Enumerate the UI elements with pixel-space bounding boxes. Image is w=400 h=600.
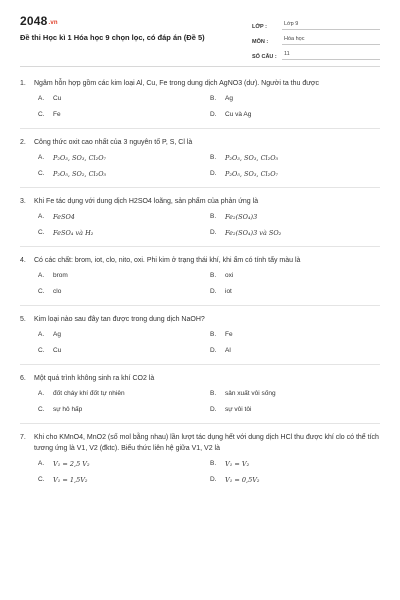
answer-options [20,94,380,120]
meta-value: 11 [282,51,380,60]
option-text: P₂O₅, SO₂, Cl₂O₅ [53,170,107,178]
question-number: 2. [20,139,26,146]
answer-option[interactable] [210,330,382,340]
answer-option[interactable] [210,169,382,179]
option-letter: D. [210,288,217,295]
question-list [20,78,380,501]
option-text: Fe₂(SO₄)3 và SO₂ [225,229,282,237]
question-text: Công thức oxit cao nhất của 3 nguyên tố P, S, Cl là [34,139,193,146]
option-letter: B. [210,460,217,467]
question-text: Ngâm hỗn hợp gồm các kim loại Al, Cu, Fe trong dung dịch AgNO3 (dư). Người ta thu được [34,80,320,87]
question-number: 4. [20,257,26,264]
option-text: FeSO4 [53,213,75,221]
option-text: V₁ = 0,5V₂ [225,476,260,484]
question-number: 6. [20,375,26,382]
answer-option[interactable] [38,271,210,281]
answer-options [20,459,380,485]
answer-option[interactable] [38,459,210,469]
option-text: Al [225,347,231,354]
question-text-row [20,137,380,148]
option-letter: D. [210,406,217,413]
option-letter: C. [38,347,45,354]
answer-option[interactable] [210,475,382,485]
meta-label: MÔN : [252,39,269,45]
meta-value: Lớp 9 [282,21,380,30]
meta-panel [252,15,380,60]
question-5 [20,314,380,365]
answer-options [20,153,380,179]
question-6 [20,373,380,424]
option-text: P₂O₃, SO₃, Cl₂O₇ [53,154,107,162]
meta-value: Hóa học [282,36,380,45]
answer-options [20,389,380,415]
option-letter: D. [210,476,217,483]
answer-option[interactable] [210,212,382,222]
document-title: Đề thi Học kì 1 Hóa học 9 chọn lọc, có đáp án (Đề 5) [20,33,205,42]
answer-option[interactable] [38,346,210,356]
option-text: Fe [225,331,233,338]
option-text: brom [53,272,68,279]
option-text: V₁ = V₂ [225,460,250,468]
question-number: 3. [20,198,26,205]
option-letter: D. [210,111,217,118]
answer-option[interactable] [38,389,210,399]
header-divider [20,66,380,67]
answer-option[interactable] [210,287,382,297]
option-text: FeSO₄ và H₂ [53,229,94,237]
answer-option[interactable] [210,389,382,399]
option-text: Cu [53,95,62,102]
question-2 [20,137,380,188]
site-logo[interactable] [20,14,58,28]
meta-row-subject [252,30,380,45]
option-text: V₁ = 1,5V₂ [53,476,88,484]
option-letter: B. [210,95,217,102]
answer-option[interactable] [38,228,210,238]
option-letter: C. [38,406,45,413]
option-text: Cu và Ag [225,111,252,118]
answer-option[interactable] [38,212,210,222]
option-letter: C. [38,288,45,295]
option-text: V₁ = 2,5 V₂ [53,460,90,468]
answer-option[interactable] [210,346,382,356]
option-text: Fe [53,111,61,118]
question-text-row [20,373,380,384]
answer-option[interactable] [38,330,210,340]
option-letter: D. [210,170,217,177]
option-letter: C. [38,170,45,177]
question-number: 5. [20,316,26,323]
option-text: iot [225,288,232,295]
option-letter: B. [210,154,217,161]
question-text-row [20,196,380,207]
option-letter: D. [210,229,217,236]
option-letter: C. [38,229,45,236]
option-text: sự vôi tôi [225,406,252,413]
answer-options [20,212,380,238]
question-4 [20,255,380,306]
meta-label: LỚP : [252,24,267,30]
option-letter: A. [38,460,45,467]
question-number: 7. [20,434,26,441]
option-letter: D. [210,347,217,354]
option-letter: A. [38,213,45,220]
option-letter: C. [38,111,45,118]
question-1 [20,78,380,129]
option-letter: B. [210,331,217,338]
answer-option[interactable] [38,287,210,297]
answer-option[interactable] [210,94,382,104]
answer-option[interactable] [210,271,382,281]
question-text: Khi Fe tác dụng với dung dịch H2SO4 loãng, sản phẩm của phản ứng là [34,198,259,205]
question-number: 1. [20,80,26,87]
question-text-row [20,78,380,89]
question-text-row [20,314,380,325]
answer-option[interactable] [210,228,382,238]
question-text-row [20,432,380,454]
question-7 [20,432,380,493]
option-text: đốt cháy khí đốt tự nhiên [53,390,125,397]
option-letter: A. [38,390,45,397]
answer-option[interactable] [210,153,382,163]
option-text: oxi [225,272,234,279]
answer-option[interactable] [210,459,382,469]
option-letter: A. [38,154,45,161]
option-letter: B. [210,213,217,220]
answer-option[interactable] [38,153,210,163]
answer-option[interactable] [210,110,382,120]
option-text: sự hô hấp [53,406,83,413]
option-letter: A. [38,331,45,338]
meta-row-count [252,45,380,60]
option-text: P₂O₅, SO₃, Cl₂O₇ [225,170,279,178]
option-letter: B. [210,390,217,397]
logo-suffix: .vn [48,20,58,26]
option-letter: C. [38,476,45,483]
option-letter: B. [210,272,217,279]
answer-option[interactable] [210,405,382,415]
logo-text: 2048 [20,14,48,28]
question-text: Kim loại nào sau đây tan được trong dung dịch NaOH? [34,316,205,323]
option-letter: A. [38,272,45,279]
question-text: Có các chất: brom, iot, clo, nito, oxi. Phi kim ở trạng thái khí, khi ẩm có tính tẩy màu là [34,257,301,264]
page-header [0,0,400,62]
answer-option[interactable] [38,475,210,485]
option-text: P₂O₃, SO₃, Cl₂O₅ [225,154,279,162]
option-text: Fe₂(SO₄)3 [225,213,258,221]
question-text: Một quá trình không sinh ra khí CO2 là [34,375,155,382]
option-text: Ag [225,95,233,102]
meta-label: SỐ CÂU : [252,54,277,60]
question-text: Khi cho KMnO4, MnO2 (số mol bằng nhau) lần lượt tác dụng hết với dung dịch HCl thu được khí clo có thể tích tương ứng là V1, V2 (đktc). Biểu thức liên hệ giữa V1, V2 là [34,434,379,452]
option-text: sản xuất vôi sống [225,390,276,397]
answer-option[interactable] [38,110,210,120]
option-text: clo [53,288,62,295]
answer-option[interactable] [38,94,210,104]
question-text-row [20,255,380,266]
option-letter: A. [38,95,45,102]
question-3 [20,196,380,247]
answer-options [20,271,380,297]
meta-row-class [252,15,380,30]
answer-option[interactable] [38,405,210,415]
option-text: Cu [53,347,62,354]
option-text: Ag [53,331,61,338]
answer-options [20,330,380,356]
answer-option[interactable] [38,169,210,179]
